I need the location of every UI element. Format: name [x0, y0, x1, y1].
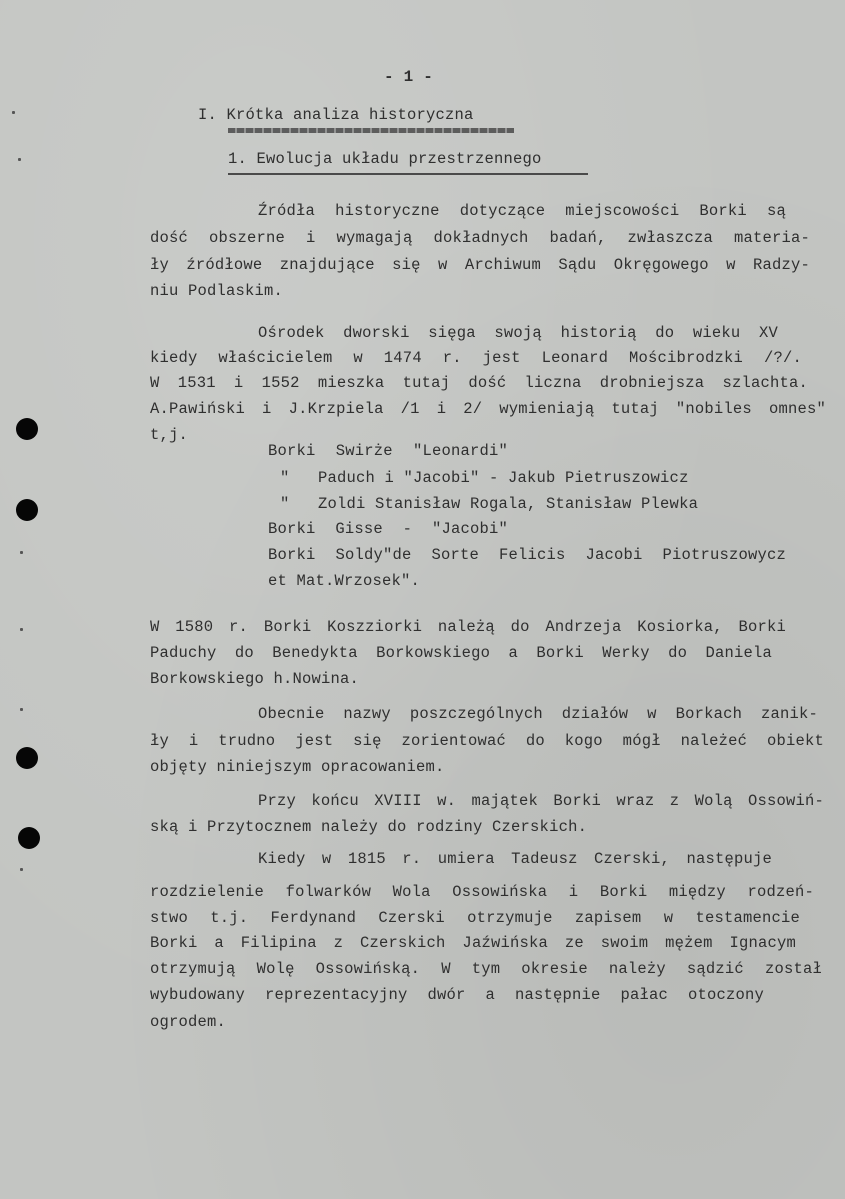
list-item: " Paduch i "Jacobi" - Jakub Pietruszowicz	[280, 469, 689, 487]
text-line: ły źródłowe znajdujące się w Archiwum Sądu Okręgowego w Radzy-	[150, 256, 810, 274]
text-line: W 1531 i 1552 mieszka tutaj dość liczna drobniejsza szlachta.	[150, 374, 808, 392]
page-number: - 1 -	[384, 68, 434, 86]
text-line: A.Pawiński i J.Krzpiela /1 i 2/ wymieniają tutaj "nobiles omnes"	[150, 400, 826, 418]
title-underline	[228, 128, 514, 133]
text-line: objęty niniejszym opracowaniem.	[150, 758, 445, 776]
punch-hole	[16, 747, 38, 769]
text-line: ły i trudno jest się zorientować do kogo mógł należeć obiekt	[150, 732, 824, 750]
text-line: Przy końcu XVIII w. majątek Borki wraz z Wolą Ossowiń-	[258, 792, 824, 810]
section-subtitle: 1. Ewolucja układu przestrzennego	[228, 150, 542, 168]
text-line: t,j.	[150, 426, 189, 444]
text-line: Paduchy do Benedykta Borkowskiego a Borki Werky do Daniela	[150, 644, 772, 662]
text-line: Kiedy w 1815 r. umiera Tadeusz Czerski, następuje	[258, 850, 772, 868]
punch-hole	[16, 418, 38, 440]
text-line: dość obszerne i wymagają dokładnych badań, zwłaszcza materia-	[150, 229, 810, 247]
text-line: niu Podlaskim.	[150, 282, 284, 300]
text-line: ską i Przytocznem należy do rodziny Czerskich.	[150, 818, 588, 836]
margin-speck	[20, 551, 23, 554]
text-line: kiedy właścicielem w 1474 r. jest Leonard Mościbrodzki /?/.	[150, 349, 802, 367]
list-item: Borki Soldy"de Sorte Felicis Jacobi Piotruszowycz	[268, 546, 786, 564]
text-line: ogrodem.	[150, 1013, 227, 1031]
punch-hole	[18, 827, 40, 849]
margin-speck	[18, 158, 21, 161]
text-line: stwo t.j. Ferdynand Czerski otrzymuje zapisem w testamencie	[150, 909, 800, 927]
punch-hole	[16, 499, 38, 521]
list-item: Borki Gisse - "Jacobi"	[268, 520, 508, 538]
text-line: otrzymują Wolę Ossowińską. W tym okresie należy sądzić został	[150, 960, 822, 978]
list-item: Borki Swirże "Leonardi"	[268, 442, 508, 460]
margin-speck	[20, 708, 23, 711]
list-item: " Zoldi Stanisław Rogala, Stanisław Plewka	[280, 495, 699, 513]
text-line: Borkowskiego h.Nowina.	[150, 670, 360, 688]
text-line: Ośrodek dworski sięga swoją historią do wieku XV	[258, 324, 778, 342]
margin-speck	[20, 868, 23, 871]
text-line: Obecnie nazwy poszczególnych działów w Borkach zanik-	[258, 705, 818, 723]
list-item: et Mat.Wrzosek".	[268, 572, 421, 590]
subtitle-underline	[228, 173, 588, 175]
text-line: wybudowany reprezentacyjny dwór a następnie pałac otoczony	[150, 986, 764, 1004]
text-line: Źródła historyczne dotyczące miejscowości Borki są	[258, 202, 786, 220]
text-line: rozdzielenie folwarków Wola Ossowińska i Borki między rodzeń-	[150, 883, 814, 901]
margin-speck	[12, 111, 15, 114]
margin-speck	[20, 628, 23, 631]
text-line: W 1580 r. Borki Koszziorki należą do Andrzeja Kosiorka, Borki	[150, 618, 786, 636]
section-title: I. Krótka analiza historyczna	[198, 106, 474, 124]
text-line: Borki a Filipina z Czerskich Jaźwińska ze swoim mężem Ignacym	[150, 934, 796, 952]
